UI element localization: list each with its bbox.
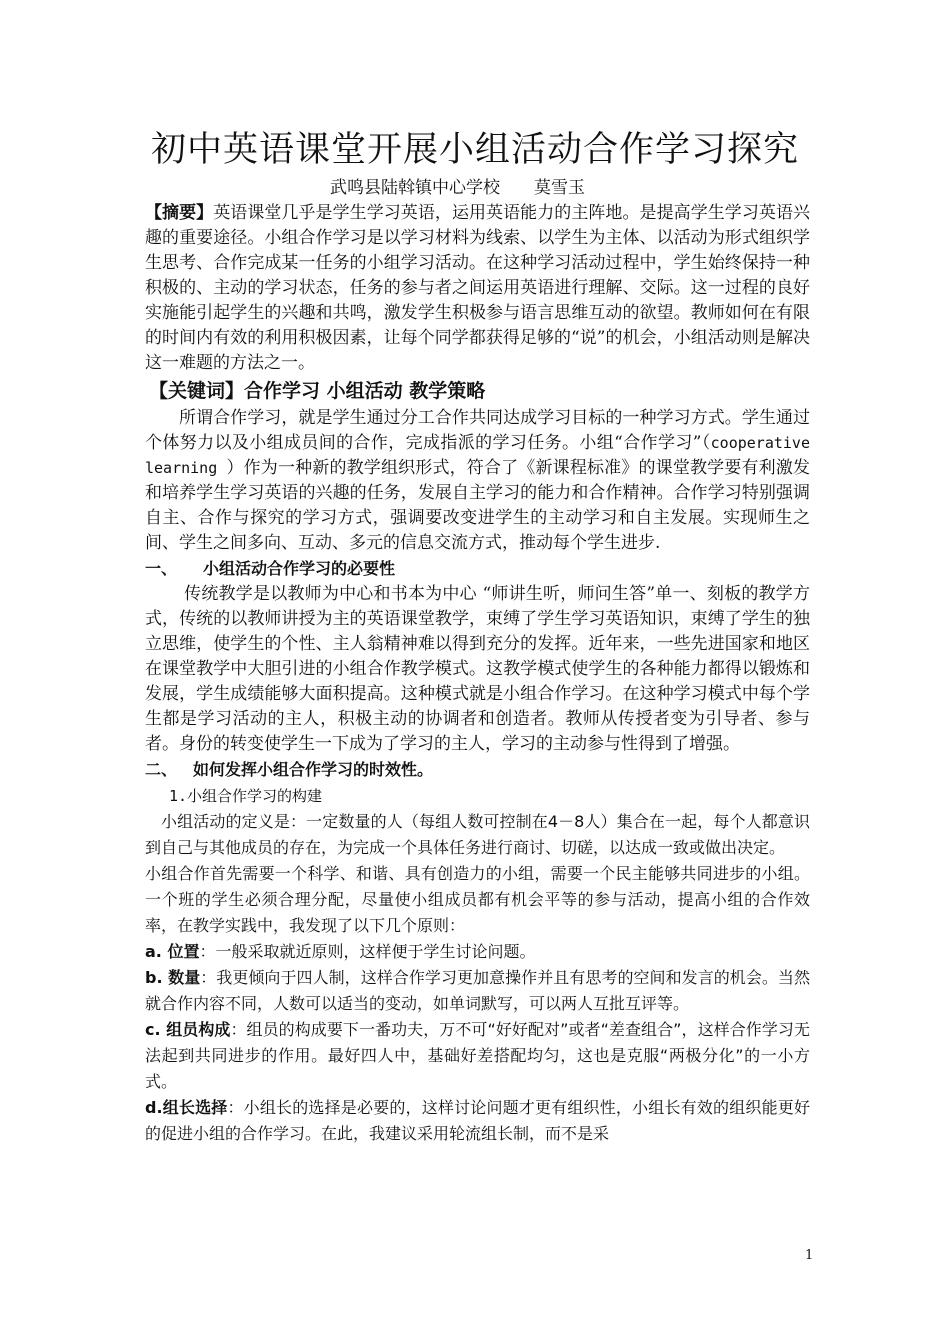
author-line: [330, 176, 585, 200]
document-body: [145, 201, 810, 1147]
section-2-number: 二、: [145, 760, 178, 779]
abstract-label: 【摘要】: [145, 203, 214, 223]
abstract-paragraph: [145, 201, 810, 376]
section-2-heading: [145, 757, 810, 783]
principle-item-c: c. 组员构成：组员的构成要下一番功夫，万不可“好好配对”或者“差查组合”，这样合作学习无法起到共同进步的作用。最好四人中，基础好差搭配均匀，这也是克服“两极分化”的一小方式。: [145, 1020, 810, 1091]
principle-item-b: b. 数量：我更倾向于四人制，这样合作学习更加意操作并且有思考的空间和发言的机会。当然就合作内容不同，人数可以适当的变动，如单词默写，可以两人互批互评等。: [145, 968, 810, 1013]
principle-item-a: a. 位置：一般采取就近原则，这样便于学生讨论问题。: [145, 942, 536, 961]
section-1-number: 一、: [145, 559, 178, 578]
author-name: 莫雪玉: [534, 178, 585, 198]
intro-english-term: cooperative learning: [145, 434, 810, 477]
document-title: 初中英语课堂开展小组活动合作学习探究: [150, 130, 799, 170]
principle-b-text: 我更倾向于四人制，这样合作学习更加意操作并且有思考的空间和发言的机会。当然就合作内容不同，人数可以适当的变动，如单词默写，可以两人互批互评等。: [145, 968, 810, 1013]
principle-d-label: d.组长选择: [145, 1098, 228, 1117]
subsection-1-heading: 1.小组合作学习的构建: [169, 787, 323, 805]
intro-paragraph: [145, 406, 810, 556]
section-1-title: 小组活动合作学习的必要性: [203, 559, 396, 578]
principle-c-label: c. 组员构成: [145, 1020, 231, 1039]
principle-b-label: b. 数量: [145, 968, 201, 987]
principle-a-text: 一般采取就近原则，这样便于学生讨论问题。: [215, 942, 536, 961]
keywords-line: 【关键词】合作学习 小组活动 教学策略: [149, 380, 486, 402]
group-definition-paragraph: 小组活动的定义是：一定数量的人（每组人数可控制在4－8人）集合在一起，每个人都意识到自己与其他成员的存在，为完成一个具体任务进行商讨、切磋，以达成一致或做出决定。: [145, 812, 810, 857]
principle-item-d: d.组长选择：小组长的选择是必要的，这样讨论问题才更有组织性，小组长有效的组织能更好的促进小组的合作学习。在此，我建议采用轮流组长制，而不是采: [145, 1098, 810, 1143]
intro-text-1: 所谓合作学习，就是学生通过分工合作共同达成学习目标的一种学习方式。学生通过个体努力以及小组成员间的合作，完成指派的学习任务。小组“合作学习”（: [145, 408, 810, 453]
section-2-title: 如何发挥小组合作学习的时效性。: [193, 760, 434, 779]
principle-c-text: 组员的构成要下一番功夫，万不可“好好配对”或者“差查组合”，这样合作学习无法起到共同进步的作用。最好四人中，基础好差搭配均匀，这也是克服“两极分化”的一小方式。: [145, 1020, 810, 1091]
section-1-heading: [145, 556, 810, 582]
group-principles-paragraph: 小组合作首先需要一个科学、和谐、具有创造力的小组，需要一个民主能够共同进步的小组。一个班的学生必须合理分配，尽量使小组成员都有机会平等的参与活动，提高小组的合作效率，在教学实践中，我发现了以下几个原则：: [145, 864, 810, 935]
intro-text-2: ）作为一种新的教学组织形式，符合了《新课程标准》的课堂教学要有利激发和培养学生学习英语的兴趣的任务，发展自主学习的能力和合作精神。合作学习特别强调自主、合作与探究的学习方式，强调要改变进学生的主动学习和自主发展。实现师生之间、学生之间多向、互动、多元的信息交流方式，推动每个学生进步.: [145, 458, 811, 553]
abstract-text: 英语课堂几乎是学生学习英语，运用英语能力的主阵地。是提高学生学习英语兴趣的重要途径。小组合作学习是以学习材料为线索、以学生为主体、以活动为形式组织学生思考、合作完成某一任务的小组学习活动。在这种学习活动过程中，学生始终保持一种积极的、主动的学习状态，任务的参与者之间运用英语进行理解、交际。这一过程的良好实施能引起学生的兴趣和共鸣，激发学生积极参与语言思维互动的欲望。教师如何在有限的时间内有效的利用积极因素，让每个同学都获得足够的“说”的机会，小组活动则是解决这一难题的方法之一。: [145, 203, 811, 373]
author-school: 武鸣县陆斡镇中心学校: [330, 178, 500, 198]
principle-d-text: 小组长的选择是必要的，这样讨论问题才更有组织性，小组长有效的组织能更好的促进小组的合作学习。在此，我建议采用轮流组长制，而不是采: [145, 1098, 810, 1143]
principle-a-label: a. 位置: [145, 942, 200, 961]
section-1-paragraph: 传统教学是以教师为中心和书本为中心 “师讲生听，师问生答”单一、刻板的教学方式，传统的以教师讲授为主的英语课堂教学，束缚了学生学习英语知识，束缚了学生的独立思维，使学生的个性、主人翁精神难以得到充分的发挥。近年来，一些先进国家和地区在课堂教学中大胆引进的小组合作教学模式。这教学模式使学生的各种能力都得以锻炼和发展，学生成绩能够大面积提高。这种模式就是小组合作学习。在这种学习模式中每个学生都是学习活动的主人，积极主动的协调者和创造者。教师从传授者变为引导者、参与者。身份的转变使学生一下成为了学习的主人，学习的主动参与性得到了增强。: [145, 584, 810, 754]
page-number: 1: [805, 1248, 814, 1263]
